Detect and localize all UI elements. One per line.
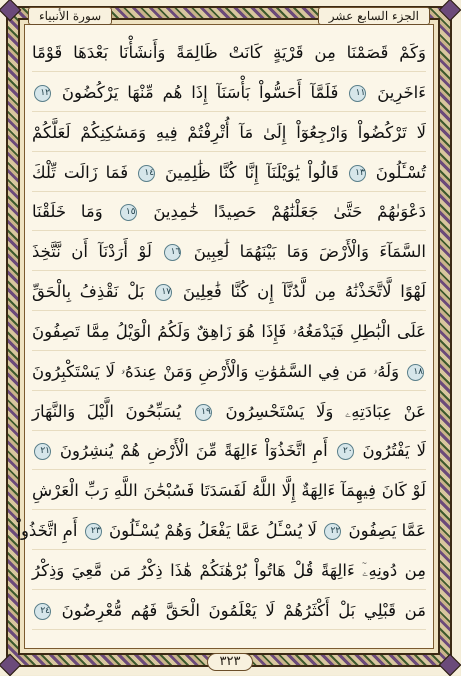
text-line [32, 273, 426, 311]
verse-text: عَمَّا يَصِفُونَ [343, 521, 426, 541]
juz-name: الجزء السابع عشر [318, 7, 430, 25]
verse-text: تُسْـَٔلُونَ [367, 162, 427, 182]
verse-text: لَوْ كَانَ فِيهِمَآ ءَالِهَةٌ إِلَّا اللَّهُ لَفَسَدَتَا فَسُبْحَٰنَ اللَّهِ رَبِّ الْعَرْشِ [32, 481, 426, 501]
verse-text: فَلَمَّآ أَحَسُّواْ بَأْسَنَآ إِذَا هُم مِّنْهَا يَرْكُضُونَ [53, 82, 339, 102]
verse-text: قَالُواْ يَٰوَيْلَنَآ إِنَّا كُنَّا ظَٰلِمِينَ [157, 162, 339, 182]
verse-number-icon: ١٩ [195, 404, 212, 421]
verse-number-icon: ٢٤ [34, 603, 51, 620]
verse-number-icon: ١٣ [349, 165, 366, 182]
verse-text: لَهْوًا لَّاتَّخَذْنَٰهُ مِن لَّدُنَّآ إِن كُنَّا فَٰعِلِينَ [174, 282, 427, 302]
text-line [32, 393, 426, 431]
verse-text: مَن قَبْلِي بَلْ أَكْثَرُهُمْ لَا يَعْلَمُونَ الْحَقَّ فَهُم مُّعْرِضُونَ [53, 600, 426, 620]
verse-number-icon: ٢٠ [337, 443, 354, 460]
quran-text [16, 34, 427, 630]
verse-text: لَوْ أَرَدْنَآ أَن نَّتَّخِذَ [32, 242, 152, 262]
text-line [32, 193, 426, 231]
verse-text: وَلَهُۥ مَن فِي السَّمَٰوَٰتِ وَالْأَرْضِ وَمَنْ عِندَهُۥ لَا يَسْتَكْبِرُونَ [32, 361, 400, 381]
text-line [32, 233, 426, 271]
verse-text: دَعْوَىٰهُمْ حَتَّىٰ جَعَلْنَٰهُمْ حَصِيدًا خَٰمِدِينَ [138, 202, 427, 222]
surah-name: سورة الأنبياء [28, 7, 112, 25]
verse-number-icon: ١٥ [120, 204, 137, 221]
verse-text: فَمَا زَالَت تِّلْكَ [32, 162, 129, 182]
text-line [32, 313, 426, 351]
verse-number-icon: ٢٣ [85, 523, 102, 540]
text-line [32, 74, 426, 112]
verse-text: أَمِ اتَّخَذُوٓاْ ءَالِهَةً مِّنَ الْأَرْضِ هُمْ يُنشِرُونَ [53, 441, 328, 461]
verse-text: وَكَمْ قَصَمْنَا مِن قَرْيَةٍ كَانَتْ ظَالِمَةً وَأَنشَأْنَا بَعْدَهَا قَوْمًا [32, 43, 426, 62]
page-header [28, 6, 430, 26]
verse-number-icon: ١٢ [34, 85, 51, 102]
verse-text: لَا يُسْـَٔلُ عَمَّا يَفْعَلُ وَهُمْ يُسْـَٔلُونَ [103, 521, 317, 541]
text-line [32, 472, 426, 510]
verse-text: يُسَبِّحُونَ الَّيْلَ وَالنَّهَارَ [32, 401, 182, 421]
page-footer [0, 652, 460, 672]
text-line [32, 552, 426, 590]
text-line [32, 592, 426, 630]
verse-text: السَّمَآءَ وَالْأَرْضَ وَمَا بَيْنَهُمَا لَٰعِبِينَ [183, 242, 426, 262]
verse-number-icon: ١٧ [155, 284, 172, 301]
verse-number-icon: ٢٢ [324, 523, 341, 540]
verse-text: لَا يَفْتُرُونَ [355, 441, 426, 461]
page-number: ٣٢٣ [207, 653, 254, 671]
verse-number-icon: ١٨ [407, 364, 424, 381]
text-line [32, 34, 426, 72]
verse-text: عَلَى الْبَٰطِلِ فَيَدْمَغُهُۥ فَإِذَا هُوَ زَاهِقٌ وَلَكُمُ الْوَيْلُ مِمَّا تَصِفُونَ [32, 321, 426, 341]
text-line [16, 512, 426, 550]
text-line [32, 154, 426, 192]
text-line [32, 114, 426, 152]
text-line [32, 353, 426, 391]
verse-text: مِن دُونِهِۦٓ ءَالِهَةً قُلْ هَاتُواْ بُرْهَٰنَكُمْ هَٰذَا ذِكْرُ مَن مَّعِيَ وَذِكْرُ [32, 560, 426, 580]
verse-text: وَمَا خَلَقْنَا [32, 202, 103, 222]
verse-text: أَمِ اتَّخَذُواْ [16, 521, 78, 541]
verse-number-icon: ١١ [349, 85, 366, 102]
verse-number-icon: ١٦ [164, 244, 181, 261]
verse-text: ءَاخَرِينَ [368, 82, 427, 102]
verse-number-icon: ١٤ [138, 165, 155, 182]
verse-text: لَا تَرْكُضُواْ وَارْجِعُوٓاْ إِلَىٰ مَآ أُتْرِفْتُمْ فِيهِ وَمَسَٰكِنِكُمْ لَعَلَّكُمْ [32, 122, 426, 142]
verse-text: عَنْ عِبَادَتِهِۦ وَلَا يَسْتَحْسِرُونَ [213, 401, 427, 421]
verse-text: بَلْ نَقْذِفُ بِالْحَقِّ [32, 282, 145, 302]
verse-number-icon: ٢١ [34, 443, 51, 460]
text-line [32, 432, 426, 470]
